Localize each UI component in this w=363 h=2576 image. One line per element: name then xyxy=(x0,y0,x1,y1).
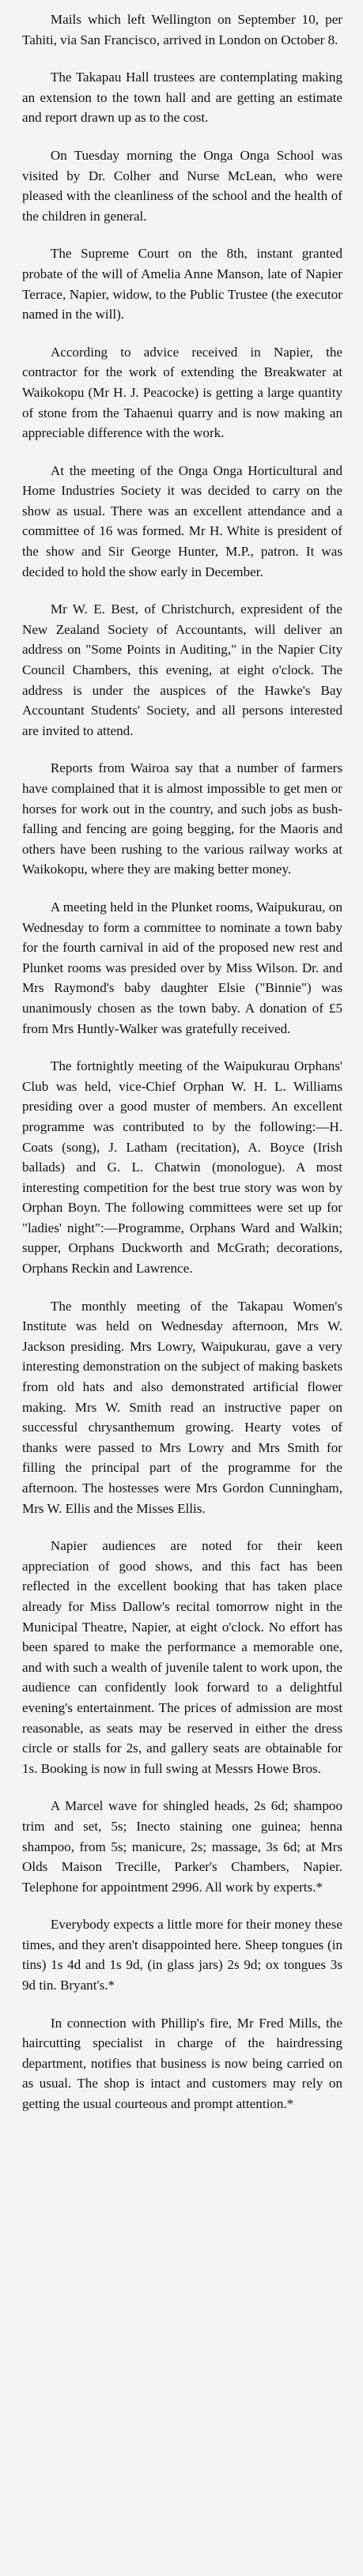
news-item-dallow-recital: Napier audiences are noted for their keen appreciation of good shows, and this fact has been reflected in the excellent booking that has taken place already for Miss Dallow's recital tomorrow night in the Municipal Theatre, Napier, at eight o'clock. No effort has been spared to make the performance a memorable one, and with such a wealth of juvenile talent to work upon, the audience can confidently look forward to a delightful evening's entertainment. The prices of admission are most reasonable, as seats may be reserved in either the dress circle or stalls for 2s, and gallery seats are obtainable for 1s. Booking is now in full swing at Messrs Howe Bros. xyxy=(22,1538,342,1776)
news-item-accountants-address: Mr W. E. Best, of Christchurch, expresident of the New Zealand Society of Accountants, will deliver an address on "Some Points in Auditing," in the Napier City Council Chambers, this evening, at eight o'clock. The address is under the auspices of the Hawke's Bay Accountant Students' Society, and all persons interested are invited to attend. xyxy=(22,602,342,738)
news-item-horticultural-society: At the meeting of the Onga Onga Horticultural and Home Industries Society it was decided to carry on the show as usual. There was an excellent attendance and a committee of 16 was formed. Mr H. White is president of the show and Sir George Hunter, M.P., patron. It was decided to hold the show early in December. xyxy=(22,462,342,579)
news-item-womens-institute: The monthly meeting of the Takapau Women's Institute was held on Wednesday afternoon, Mrs W. Jackson presiding. Mrs Lowry, Waipukurau, gave a very interesting demonstration on the subject of making baskets from old hats and also demonstrated artificial flower making. Mrs W. Smith read an instructive paper on successful chrysanthemum growing. Hearty votes of thanks were passed to Mrs Lowry and Mrs Smith for filling the principal part of the programme for the afternoon. The hostesses were Mrs Gordon Cunningham, Mrs W. Ellis and the Misses Ellis. xyxy=(22,1298,342,1516)
notice-phillips-fire: In connection with Phillip's fire, Mr Fred Mills, the haircutting specialist in charge of the hairdressing department, notifies that business is now being carried on as usual. The shop is intact and customers may rely on getting the usual courteous and prompt attention.* xyxy=(22,2015,342,2112)
news-item-supreme-court: The Supreme Court on the 8th, instant granted probate of the will of Amelia Anne Manson, late of Napier Terrace, Napier, widow, to the Public Trustee (the executor named in the will). xyxy=(22,246,342,322)
news-item-wairoa-farmers: Reports from Wairoa say that a number of farmers have complained that it is almost impossible to get men or horses for work out in the country, and such jobs as bush-falling and fencing are going begging, for the Maoris and others have been rushing to the various railway works at Waikokopu, where they are making better money. xyxy=(22,760,342,877)
news-item-breakwater: According to advice received in Napier, the contractor for the work of extending the Breakwater at Waikokopu (Mr H. J. Peacocke) is getting a large quantity of stone from the Tahaenui quarry and is now making an appreciable difference with the work. xyxy=(22,344,342,441)
news-item-mails: Mails which left Wellington on September 10, per Tahiti, via San Francisco, arrived in London on October 8. xyxy=(22,12,342,47)
news-item-onga-onga-school: On Tuesday morning the Onga Onga School was visited by Dr. Colher and Nurse McLean, who were pleased with the cleanliness of the school and the health of the children in general. xyxy=(22,147,342,224)
news-item-takapau-hall: The Takapau Hall trustees are contemplating making an extension to the town hall and are getting an estimate and report drawn up as to the cost. xyxy=(22,70,342,126)
advert-bryants-tongues: Everybody expects a little more for their money these times, and they aren't disappointed here. Sheep tongues (in tins) 1s 4d and 1s 9d, (in glass jars) 2s 9d; ox tongues 3s 9d tin. Bryant's.* xyxy=(22,1917,342,1993)
news-item-orphans-club: The fortnightly meeting of the Waipukurau Orphans' Club was held, vice-Chief Orphan W. H. L. Williams presiding over a good muster of members. An excellent programme was contributed to by the following:—H. Coats (song), J. Latham (recitation), A. Boyce (Irish ballads) and G. L. Chatwin (monologue). A most interesting competition for the best true story was won by Orphan Boyn. The following committees were set up for "ladies' night":—Programme, Orphans Ward and Walkin; supper, Orphans Duckworth and McGrath; decorations, Orphans Reckin and Lawrence. xyxy=(22,1058,342,1277)
news-item-plunket-rooms: A meeting held in the Plunket rooms, Waipukurau, on Wednesday to form a committee to nominate a town baby for the fourth carnival in aid of the proposed new rest and Plunket rooms was presided over by Miss Wilson. Dr. and Mrs Raymond's baby daughter Elsie ("Binnie") was unanimously chosen as the town baby. A donation of £5 from Mrs Huntly-Walker was gratefully received. xyxy=(22,899,342,1036)
advert-marcel-wave: A Marcel wave for shingled heads, 2s 6d; shampoo trim and set, 5s; Inecto staining one guinea; henna shampoo, from 5s; manicure, 2s; massage, 3s 6d; at Mrs Olds Maison Trecille, Parker's Chambers, Napier. Telephone for appointment 2996. All work by experts.* xyxy=(22,1798,342,1895)
